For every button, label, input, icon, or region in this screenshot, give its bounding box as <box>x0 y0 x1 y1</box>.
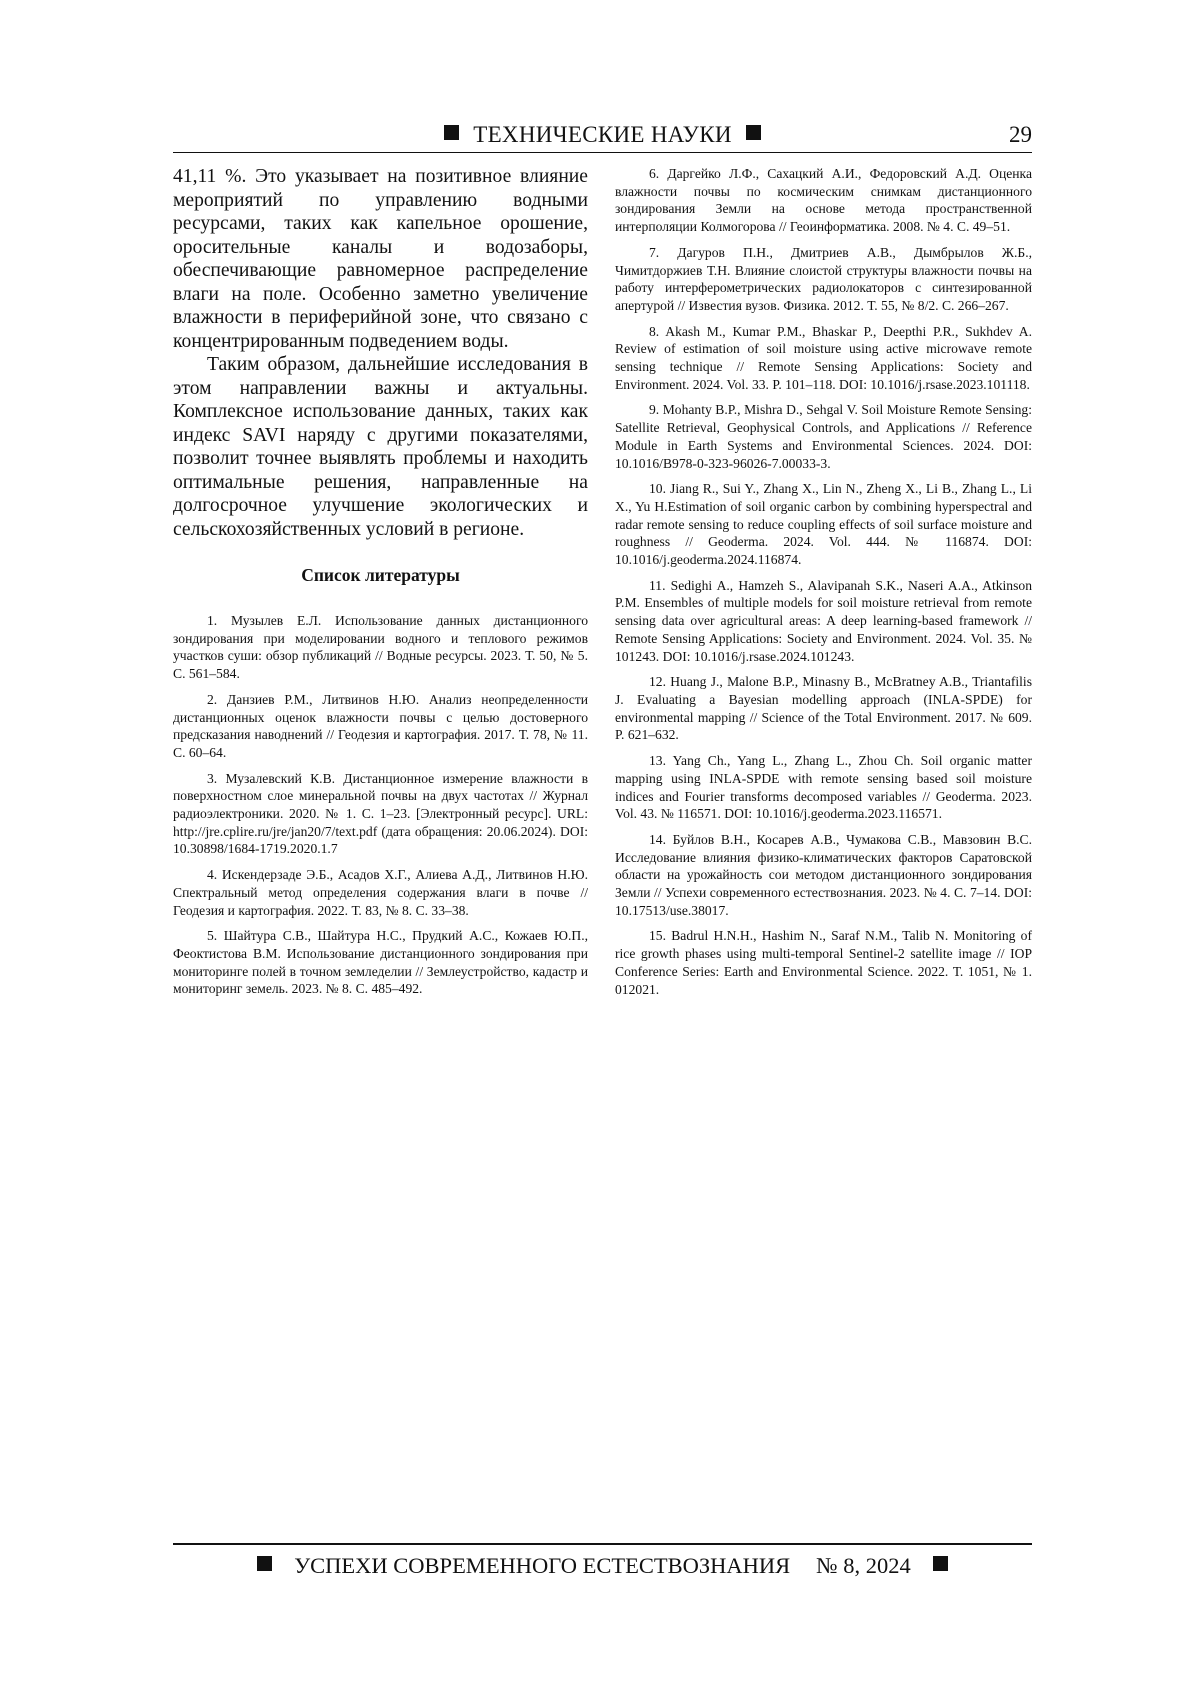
reference-item: 5. Шайтура С.В., Шайтура Н.С., Прудкий А.С., Кожаев Ю.П., Феоктистова В.М. Использование дистанционного зондирования при мониторинге полей в точном земледелии // Землеустройство, кадастр и мониторинг земель. 2023. № 8. С. 485–492. <box>173 928 588 997</box>
reference-item: 7. Дагуров П.Н., Дмитриев А.В., Дымбрылов Ж.Б., Чимитдоржиев Т.Н. Влияние слоистой структуры влажности почвы на работу интерферометрических радиолокаторов с синтезированной апертурой // Известия вузов. Физика. 2012. Т. 55, № 8/2. С. 266–267. <box>615 244 1032 313</box>
body-paragraph: 41,11 %. Это указывает на позитивное влияние мероприятий по управлению водными ресурсами, таких как капельное орошение, оросительные каналы и водозаборы, обеспечивающие равномерное распределение влаги на поле. Особенно заметно увеличение влажности в периферийной зоне, что связано с концентрированным подведением воды. <box>173 166 588 352</box>
body-paragraph: Таким образом, дальнейшие исследования в этом направлении важны и актуальны. Комплексное использование данных, таких как индекс SAVI наряду с другими показателями, позволит точнее выявлять проблемы и находить оптимальные решения, направленные на долгосрочное улучшение экологических и сельскохозяйственных условий в регионе. <box>173 354 588 540</box>
running-footer <box>173 1543 1032 1585</box>
reference-item: 11. Sedighi A., Hamzeh S., Alavipanah S.K., Naseri A.A., Atkinson P.M. Ensembles of multiple models for soil moisture retrieval from remote sensing data over agricultural areas: A deep learning-based framework // Remote Sensing Applications: Society and Environment. 2024. Vol. 35. № 101243. DOI: 10.1016/j.rsase.2024.101243. <box>615 577 1032 664</box>
reference-item: 10. Jiang R., Sui Y., Zhang X., Lin N., Zheng X., Li B., Zhang L., Li X., Yu H.Estimation of soil organic carbon by combining hyperspectral and radar remote sensing to reduce coupling effects of soil surface moisture and roughness // Geoderma. 2024. Vol. 444. № 116874. DOI: 10.1016/j.geoderma.2024.116874. <box>615 481 1032 568</box>
right-column <box>615 165 1032 1006</box>
reference-item: 14. Буйлов В.Н., Косарев А.В., Чумакова С.В., Мавзовин В.С. Исследование влияния физико-климатических факторов Саратовской области на урожайность сои методом дистанционного зондирования Земли // Успехи современного естествознания. 2023. № 4. С. 7–14. DOI: 10.17513/use.38017. <box>615 831 1032 918</box>
reference-item: 8. Akash M., Kumar P.M., Bhaskar P., Deepthi P.R., Sukhdev A. Review of estimation of soil moisture using active microwave remote sensing technique // Remote Sensing Applications: Society and Environment. 2024. Vol. 33. P. 101–118. DOI: 10.1016/j.rsase.2023.101118. <box>615 323 1032 392</box>
page-number: 29 <box>1009 122 1032 147</box>
reference-item: 4. Искендерзаде Э.Б., Асадов Х.Г., Алиева А.Д., Литвинов Н.Ю. Спектральный метод определения содержания влаги в почве // Геодезия и картография. 2022. Т. 83, № 8. С. 33–38. <box>173 867 588 918</box>
reference-item: 2. Данзиев Р.М., Литвинов Н.Ю. Анализ неопределенности дистанционных оценок влажности почвы с целью достоверного предсказания наводнений // Геодезия и картография. 2017. Т. 78, № 11. С. 60–64. <box>173 691 588 760</box>
square-bullet-icon <box>257 1556 272 1571</box>
references-heading: Список литературы <box>301 565 460 585</box>
square-bullet-icon <box>444 125 459 140</box>
left-column <box>173 165 588 1006</box>
reference-item: 3. Музалевский К.В. Дистанционное измерение влажности в поверхностном слое минеральной почвы на двух частотах // Журнал радиоэлектроники. 2020. № 1. С. 1–23. [Электронный ресурс]. URL: http://jre.cplire.ru/jre/jan20/7/text.pdf (дата обращения: 20.06.2024). DOI: 10.30898/1684-1719.2020.1.7 <box>173 770 588 857</box>
section-title: ТЕХНИЧЕСКИЕ НАУКИ <box>473 122 732 147</box>
square-bullet-icon <box>746 125 761 140</box>
running-header <box>173 120 1032 153</box>
reference-item: 15. Badrul H.N.H., Hashim N., Saraf N.M., Talib N. Monitoring of rice growth phases using multi-temporal Sentinel-2 satellite image // IOP Conference Series: Earth and Environmental Science. 2022. Т. 1051, № 1. 012021. <box>615 928 1032 997</box>
issue-number: № 8, 2024 <box>816 1553 911 1578</box>
journal-title: УСПЕХИ СОВРЕМЕННОГО ЕСТЕСТВОЗНАНИЯ <box>294 1553 791 1578</box>
reference-item: 9. Mohanty B.P., Mishra D., Sehgal V. Soil Moisture Remote Sensing: Satellite Retrieval, Geophysical Controls, and Applications // Reference Module in Earth Systems and Environmental Sciences. 2024. DOI: 10.1016/B978-0-323-96026-7.00033-3. <box>615 402 1032 471</box>
reference-item: 6. Даргейко Л.Ф., Сахацкий А.И., Федоровский А.Д. Оценка влажности почвы по космическим снимкам дистанционного зондирования Земли на основе метода пространственной интерполяции Колмогорова // Геоинформатика. 2008. № 4. С. 49–51. <box>615 166 1032 235</box>
reference-item: 12. Huang J., Malone B.P., Minasny B., McBratney A.B., Triantafilis J. Evaluating a Bayesian modelling approach (INLA-SPDE) for environmental mapping // Science of the Total Environment. 2017. № 609. P. 621–632. <box>615 674 1032 743</box>
square-bullet-icon <box>933 1556 948 1571</box>
section-heading <box>173 122 1032 148</box>
reference-item: 13. Yang Ch., Yang L., Zhang L., Zhou Ch. Soil organic matter mapping using INLA-SPDE with remote sensing based soil moisture indices and Fourier transforms decomposed variables // Geoderma. 2023. Vol. 43. № 116571. DOI: 10.1016/j.geoderma.2023.116571. <box>615 753 1032 822</box>
reference-item: 1. Музылев Е.Л. Использование данных дистанционного зондирования при моделировании водного и теплового режимов участков суши: обзор публикаций // Водные ресурсы. 2023. Т. 50, № 5. С. 561–584. <box>173 613 588 682</box>
footer-line <box>173 1553 1032 1579</box>
